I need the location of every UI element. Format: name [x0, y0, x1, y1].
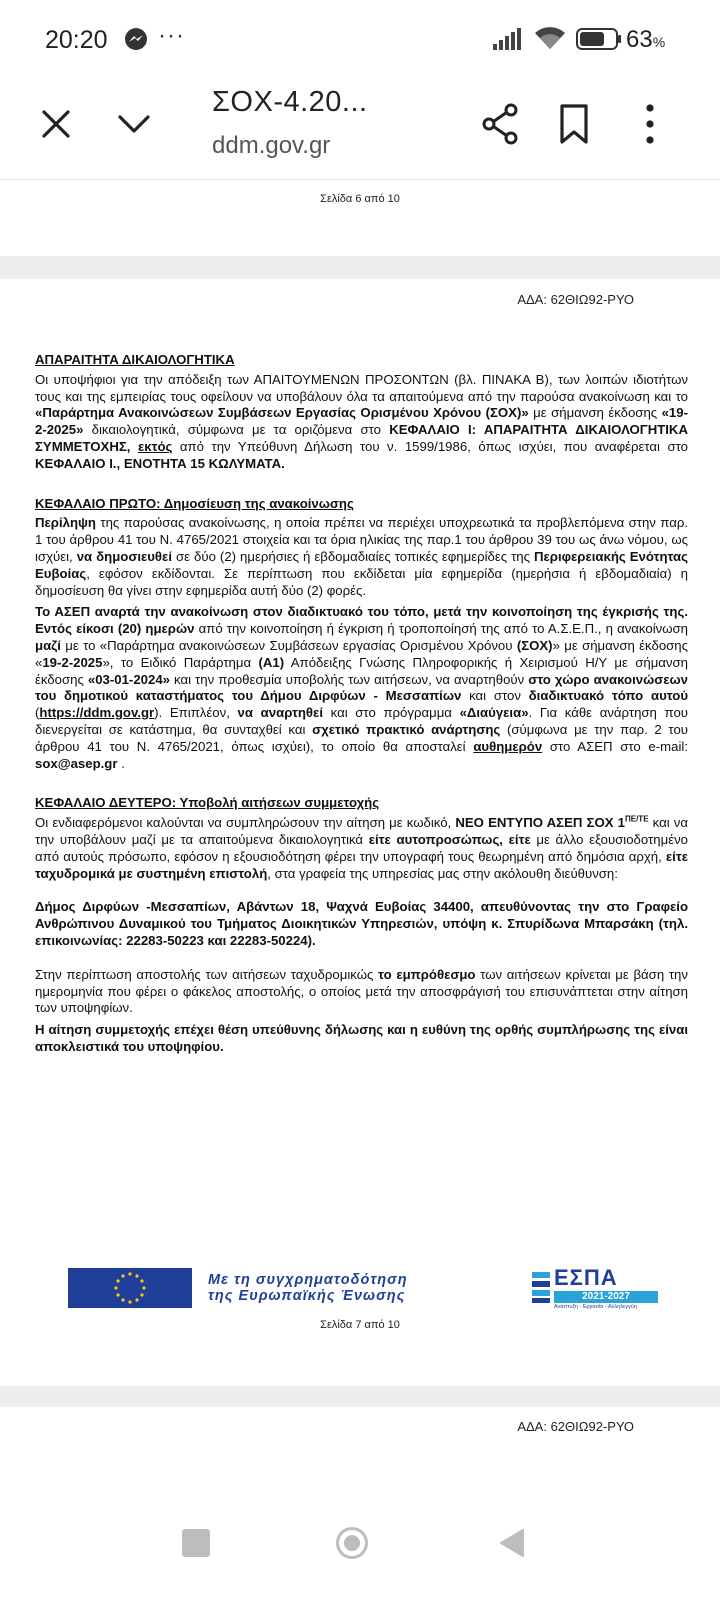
back-icon[interactable] — [496, 1527, 528, 1559]
paragraph-postal: Στην περίπτωση αποστολής των αιτήσεων ταχυδρομικώς το εμπρόθεσμο των αιτήσεων κρίνεται με βάση την ημερομηνία που φέρει ο φάκελος αποστολής, ο οποίος μετά την αποσφράγισή του επισυνάπτεται στην αίτηση των υποψηφίων. — [35, 966, 688, 1016]
ddm-link[interactable]: https://ddm.gov.gr — [39, 705, 155, 721]
section-title-chapter-one: ΚΕΦΑΛΑΙΟ ΠΡΩΤΟ: Δημοσίευση της ανακοίνωσης — [35, 495, 354, 511]
home-icon[interactable] — [335, 1526, 369, 1560]
pdf-page-6 — [0, 181, 720, 256]
ada-code-next: ΑΔΑ: 62ΘΙΩ92-ΡΥΟ — [517, 1419, 634, 1434]
chevron-down-icon[interactable] — [114, 104, 154, 144]
messenger-icon — [124, 27, 148, 51]
sox-email-link[interactable]: sox@asep.gr — [35, 755, 118, 771]
overflow-menu-icon[interactable] — [640, 102, 660, 146]
pdf-viewport[interactable] — [0, 181, 720, 1490]
page-footer-7: Σελίδα 7 από 10 — [320, 1319, 400, 1331]
battery-icon — [576, 28, 622, 50]
status-bar — [0, 0, 720, 80]
paragraph-asep-posting: Το ΑΣΕΠ αναρτά την ανακοίνωση στον διαδικτυακό του τόπο, μετά την κοινοποίηση της έγκρισής της. Εντός είκοσι (20) ημερών από την κοινοποίηση ή έγκριση ή τροποποίησή της από το Α.Σ.Ε.Π., η ανακοίνωση μαζί με το «Παράρτημα ανακοινώσεων Συμβάσεων εργασίας Ορισμένου Χρόνου (ΣΟΧ)» με σήμανση έκδοσης «19-2-2025», το Ειδικό Παράρτημα (Α1) Απόδειξης Γνώσης Πληροφορικής ή Χειρισμού Η/Υ με σήμανση έκδοσης «03-01-2024» και την προθεσμία υποβολής των αιτήσεων, να αναρτηθούν στο χώρο ανακοινώσεων του δημοτικού καταστήματος του Δήμου Διρφύων - Μεσσαπίων και στον διαδικτυακό τόπο αυτού (https://ddm.gov.gr). Επιπλέον, να αναρτηθεί και στο πρόγραμμα «Διαύγεια». Για κάθε ανάρτηση που διενεργείται σε κατάστημα, θα συνταχθεί και σχετικό πρακτικό ανάρτησης (σύμφωνα με την παρ. 2 του άρθρου 41 του Ν. 4765/2021, όπως ισχύει), το οποίο θα αποσταλεί αυθημερόν στο ΑΣΕΠ στο e-mail: sox@asep.gr . — [35, 604, 689, 771]
section-title-chapter-two: ΚΕΦΑΛΑΙΟ ΔΕΥΤΕΡΟ: Υποβολή αιτήσεων συμμετοχής — [35, 795, 380, 811]
battery-level — [626, 26, 665, 54]
close-icon[interactable] — [36, 104, 76, 144]
share-icon[interactable] — [480, 102, 520, 146]
paragraph-summary: Περίληψη της παρούσας ανακοίνωσης, η οποία πρέπει να περιέχει υποχρεωτικά τα προβλεπόμενα στην παρ. 1 του άρθρου 41 του Ν. 4765/2021 στοιχεία και τα όρια ηλικίας της παρ.1 του άρθρου 39 του ως άνω νόμου, ως ισχύει, να δημοσιευθεί σε δύο (2) ημερήσιες ή εβδομαδιαίες τοπικές εφημερίδες της Περιφερειακής Ενότητας Ευβοίας, εφόσον εκδίδονται. Σε περίπτωση που εκδίδεται μία εφημερίδα (ημερήσια ή εβδομαδιαία) η δημοσίευση θα γίνει στην εφημερίδα αυτή δύο (2) φορές. — [35, 515, 689, 598]
espa-title: ΕΣΠΑ — [554, 1265, 618, 1290]
notification-more-icon: ··· — [158, 22, 185, 49]
espa-years: 2021-2027 — [554, 1291, 658, 1303]
page-footer-6: Σελίδα 6 από 10 — [320, 193, 400, 205]
signal-icon — [493, 28, 523, 50]
section-title-required-docs: ΑΠΑΡΑΙΤΗΤΑ ΔΙΚΑΙΟΛΟΓΗΤΙΚΑ — [35, 352, 235, 367]
battery-value: 63 — [626, 26, 653, 53]
espa-subtitle: Ανάπτυξη - Εργασία - Αλληλεγγύη — [554, 1304, 637, 1310]
status-time: 20:20 — [45, 26, 108, 54]
paragraph-application: Οι ενδιαφερόμενοι καλούνται να συμπληρώσουν την αίτηση με κωδικό, ΝΕΟ ΕΝΤΥΠΟ ΑΣΕΠ ΣΟΧ $1^{\Pi E/TE}$ και να την υποβάλουν μαζί με τα απαιτούμενα δικαιολογητικά είτε αυτοπροσώπως, είτε με άλλο εξουσιοδοτημένο από αυτούς πρόσωπο, εφόσον η εξουσιοδότηση φέρει την υπογραφή τους θεωρημένη από δημόσια αρχή, είτε ταχυδρομικά με συστημένη επιστολή, στα γραφεία της υπηρεσίας μας στην ακόλουθη διεύθυνση: — [35, 814, 688, 881]
page-content — [35, 352, 688, 1061]
battery-unit: % — [652, 34, 666, 50]
system-nav-bar — [0, 1490, 720, 1600]
recent-apps-icon[interactable] — [182, 1529, 210, 1557]
ada-code: ΑΔΑ: 62ΘΙΩ92-ΡΥΟ — [517, 292, 634, 307]
bookmark-icon[interactable] — [556, 102, 592, 146]
eu-flag-icon — [68, 1268, 192, 1308]
pdf-page-7 — [0, 279, 720, 1386]
eu-funding-banner — [68, 1265, 688, 1310]
page-url[interactable]: ddm.gov.gr — [212, 132, 331, 159]
eu-funding-text: Με τη συγχρηματοδότηση της Ευρωπαϊκής Ένωσης — [208, 1272, 408, 1304]
browser-header — [0, 80, 720, 180]
paragraph-declaration: Η αίτηση συμμετοχής επέχει θέση υπεύθυνης δήλωσης και η ευθύνη της ορθής συμπλήρωσης της είναι αποκλειστικά του υποψηφίου. — [35, 1022, 688, 1054]
espa-logo-icon — [530, 1265, 660, 1310]
pdf-page-8 — [0, 1407, 720, 1490]
paragraph-required-docs: Οι υποψήφιοι για την απόδειξη των ΑΠΑΙΤΟΥΜΕΝΩΝ ΠΡΟΣΟΝΤΩΝ (βλ. ΠΙΝΑΚΑ Β), των λοιπών ιδιοτήτων τους και της εμπειρίας τους οφείλουν να υποβάλουν όλα τα απαιτούμενα από την παρούσα ανακοίνωση και το «Παράρτημα Ανακοινώσεων Συμβάσεων Εργασίας Ορισμένου Χρόνου (ΣΟΧ)» με σήμανση έκδοσης «19-2-2025» δικαιολογητικά, σύμφωνα με τα οριζόμενα στο ΚΕΦΑΛΑΙΟ Ι: ΑΠΑΡΑΙΤΗΤΑ ΔΙΚΑΙΟΛΟΓΗΤΙΚΑ ΣΥΜΜΕΤΟΧΗΣ, εκτός από την Υπεύθυνη Δήλωση του ν. 1599/1986, όπως ισχύει, που αναφέρεται στο ΚΕΦΑΛΑΙΟ Ι., ΕΝΟΤΗΤΑ 15 ΚΩΛΥΜΑΤΑ. — [35, 371, 688, 471]
wifi-icon — [533, 25, 567, 51]
page-title: ΣΟΧ-4.20... — [212, 86, 368, 118]
paragraph-address: Δήμος Διρφύων -Μεσσαπίων, Αβάντων 18, Ψαχνά Ευβοίας 34400, απευθύνοντας την στο Γραφείο Ανθρώπινου Δυναμικού του Τμήματος Διοικητικών Υπηρεσιών, υπόψη κ. Σπυρίδωνα Μπαρσάκη (τηλ. επικοινωνίας: 22283-50223 και 22283-50224). — [35, 899, 688, 948]
